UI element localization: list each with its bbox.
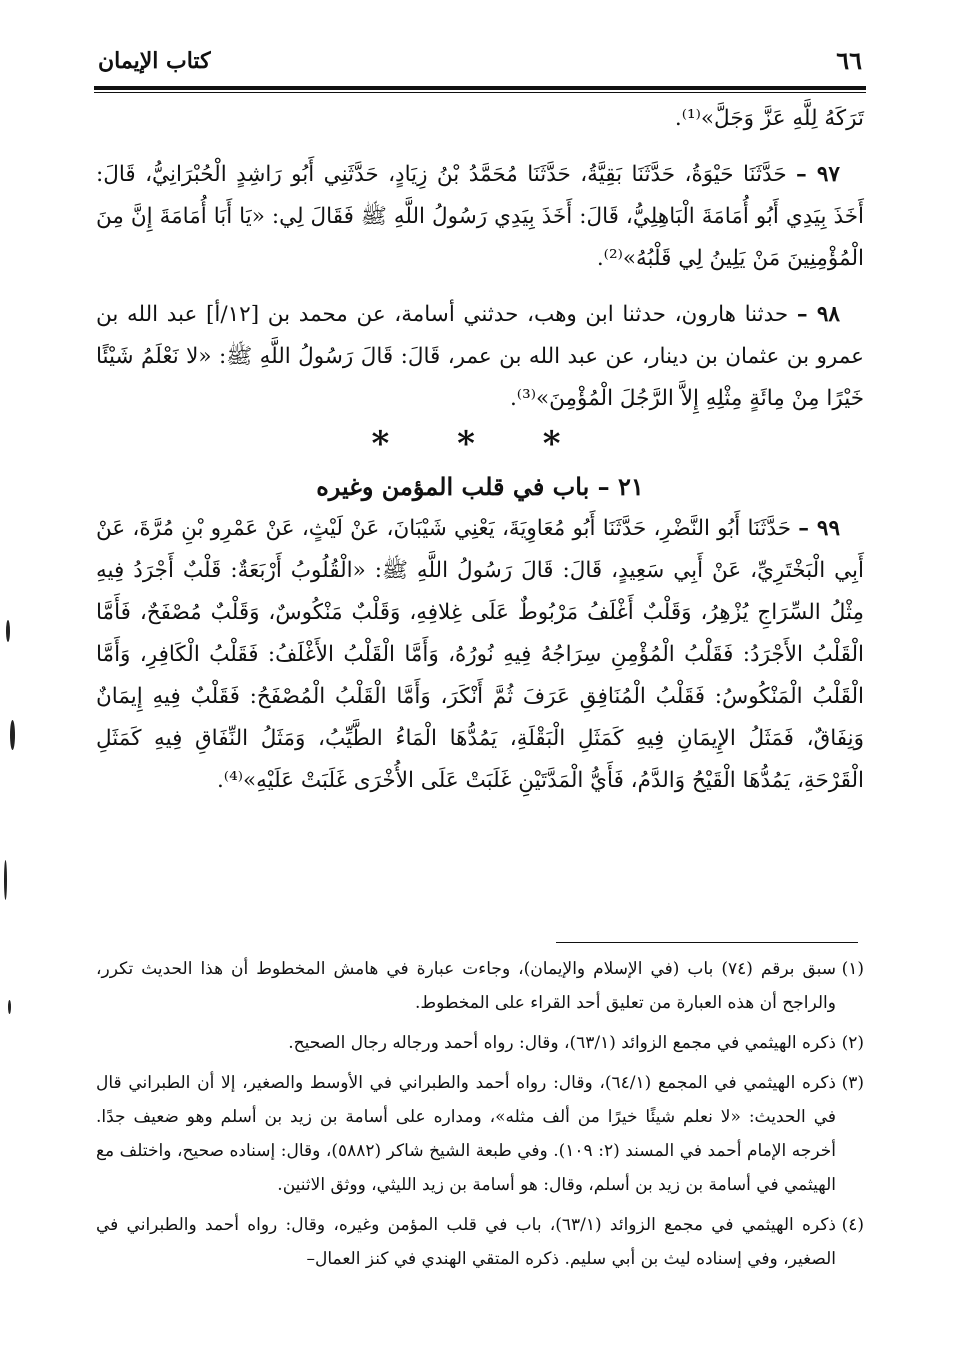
hadith-number: ٩٧ –: [796, 162, 840, 187]
scan-speck: [6, 620, 10, 642]
footnote-text: ذكره الهيثمي في مجمع الزوائد (٦٣/١)، وقال: رواه أحمد ورجاله رجال الصحيح.: [288, 1033, 836, 1053]
footnote-number: (٣): [841, 1073, 864, 1093]
header-rule: [94, 86, 866, 90]
section-separator: * * *: [371, 424, 589, 464]
chapter-heading: ٢١ – باب في قلب المؤمن وغيره: [316, 472, 644, 501]
hadith-text: حَدَّثَنَا حَيْوَةُ، حَدَّثَنَا بَقِيَّةُ، حَدَّثَنَا مُحَمَّدُ بْنُ زِيَادٍ، حَدَّثَنِي أَبُو رَاشِدٍ الْحُبْرَانِيُّ، قَالَ: أَخَذَ بِيَدِي أَبُو أُمَامَةَ الْبَاهِلِيُّ، قَالَ: أَخَذَ بِيَدِي رَسُولُ اللَّهِ ﷺ فَقَالَ لِي: «يَا أَبَا أُمَامَةَ إِنَّ مِنَ الْمُؤْمِنِينَ مَنْ يَلِينُ لِي قَلْبُهُ»⁽²⁾.: [96, 162, 864, 271]
footnote-text: ذكره الهيثمي في المجمع (٦٤/١)، وقال: رواه أحمد والطبراني في الأوسط والصغير، إلا أن الطبراني قال في الحديث: «لا نعلم شيئًا خيرًا من ألف مثله»، ومداره على أسامة بن زيد بن أسلم وهو ضعيف جدًا. أخرجه الإمام أحمد في المسند (٢: ١٠٩). وفي طبعة الشيخ شاكر (٥٨٨٢)، وقال: إسناده صحيح، واختلف مع الهيثمي في أسامة بن زيد بن أسلم، وقال: هو أسامة بن زيد الليثي، ووثق الاثنين.: [96, 1073, 836, 1195]
footnote: [96, 1066, 864, 1202]
main-text: [96, 98, 864, 802]
running-title: كتاب الإيمان: [98, 48, 211, 74]
hadith-text: حدثنا هارون، حدثنا ابن وهب، حدثني أسامة، عن محمد بن [١٢/أ] عبد الله بن عمرو بن عثمان بن دينار، عن عبد الله بن عمر، قَالَ: قَالَ رَسُولُ اللَّهِ ﷺ: «لا نَعْلَمُ شَيْئًا خَيْرًا مِنْ مِائَةٍ مِثْلِهِ إِلاَّ الرَّجُلَ الْمُؤْمِنَ»⁽³⁾.: [96, 302, 864, 411]
hadith-number: ٩٩ –: [798, 516, 840, 541]
page-number: ٦٦: [836, 46, 862, 75]
footnote-number: (٤): [841, 1215, 864, 1235]
hadith-text: حَدَّثَنَا أَبُو النَّضْرِ، حَدَّثَنَا أَبُو مُعَاوِيَةَ، يَعْنِي شَيْبَانَ، عَنْ لَيْثٍ، عَنْ عَمْرِو بْنِ مُرَّةَ، عَنْ أَبِي الْبَخْتَرِيِّ، عَنْ أَبِي سَعِيدٍ، قَالَ: قَالَ رَسُولُ اللَّهِ ﷺ: «الْقُلُوبُ أَرْبَعَةٌ: قَلْبٌ أَجْرَدُ فِيهِ مِثْلُ السِّرَاجِ يُزْهِرُ، وَقَلْبٌ أَغْلَفُ مَرْبُوطٌ عَلَى غِلافِهِ، وَقَلْبٌ مَنْكُوسٌ، وَقَلْبٌ مُصْفَحٌ، فَأَمَّا الْقَلْبُ الأَجْرَدُ: فَقَلْبُ الْمُؤْمِنِ سِرَاجُهُ فِيهِ نُورُهُ، وَأَمَّا الْقَلْبُ الأَغْلَفُ: فَقَلْبُ الْكَافِرِ، وَأَمَّا الْقَلْبُ الْمَنْكُوسُ: فَقَلْبُ الْمُنَافِقِ عَرَفَ ثُمَّ أَنْكَرَ، وَأَمَّا الْقَلْبُ الْمُصْفَحُ: فَقَلْبٌ فِيهِ إِيمَانٌ وَنِفَاقٌ، فَمَثَلُ الإِيمَانِ فِيهِ كَمَثَلِ الْبَقْلَةِ، يَمُدُّهَا الْمَاءُ الطَّيِّبُ، وَمَثَلُ النِّفَاقِ فِيهِ كَمَثَلِ الْقَرْحَةِ، يَمُدُّهَا الْقَيْحُ وَالدَّمُ، فَأَيُّ الْمَدَّتَيْنِ غَلَبَتْ عَلَى الأُخْرَى غَلَبَتْ عَلَيْهِ»⁽⁴⁾.: [96, 516, 864, 793]
footnote-text: سبق برقم (٧٤) باب (في الإسلام والإيمان)، وجاءت عبارة في هامش المخطوط أن هذا الحديث تكرر، والراجح أن هذه العبارة من تعليق أحد القراء على المخطوط.: [96, 959, 837, 1013]
footnote: [96, 952, 864, 1020]
footnote-number: (١): [841, 959, 864, 979]
scan-speck: [10, 720, 15, 750]
scan-speck: [4, 860, 7, 900]
hadith-99: [96, 508, 864, 802]
footnote-number: (٢): [841, 1033, 864, 1053]
hadith-number: ٩٨ –: [796, 302, 840, 327]
footnote: [96, 1026, 864, 1060]
footnote-text: ذكره الهيثمي في مجمع الزوائد (٦٣/١)، باب في قلب المؤمن وغيره، وقال: رواه أحمد والطبراني في الصغير، وفي إسناده ليث بن أبي سليم. ذكره المتقي الهندي في كنز العمال–: [96, 1215, 836, 1269]
footnote-rule: [556, 942, 858, 943]
hadith-98: [96, 294, 864, 420]
hadith-97: [96, 154, 864, 280]
footnotes: [96, 952, 864, 1282]
scan-speck: [8, 1000, 11, 1014]
footnote: [96, 1208, 864, 1276]
header-rule-thin: [94, 92, 866, 93]
continuation-text: تَرَكَهُ لِلَّهِ عَزَّ وَجَلَّ»⁽¹⁾.: [674, 106, 864, 131]
page-header: [94, 42, 866, 82]
